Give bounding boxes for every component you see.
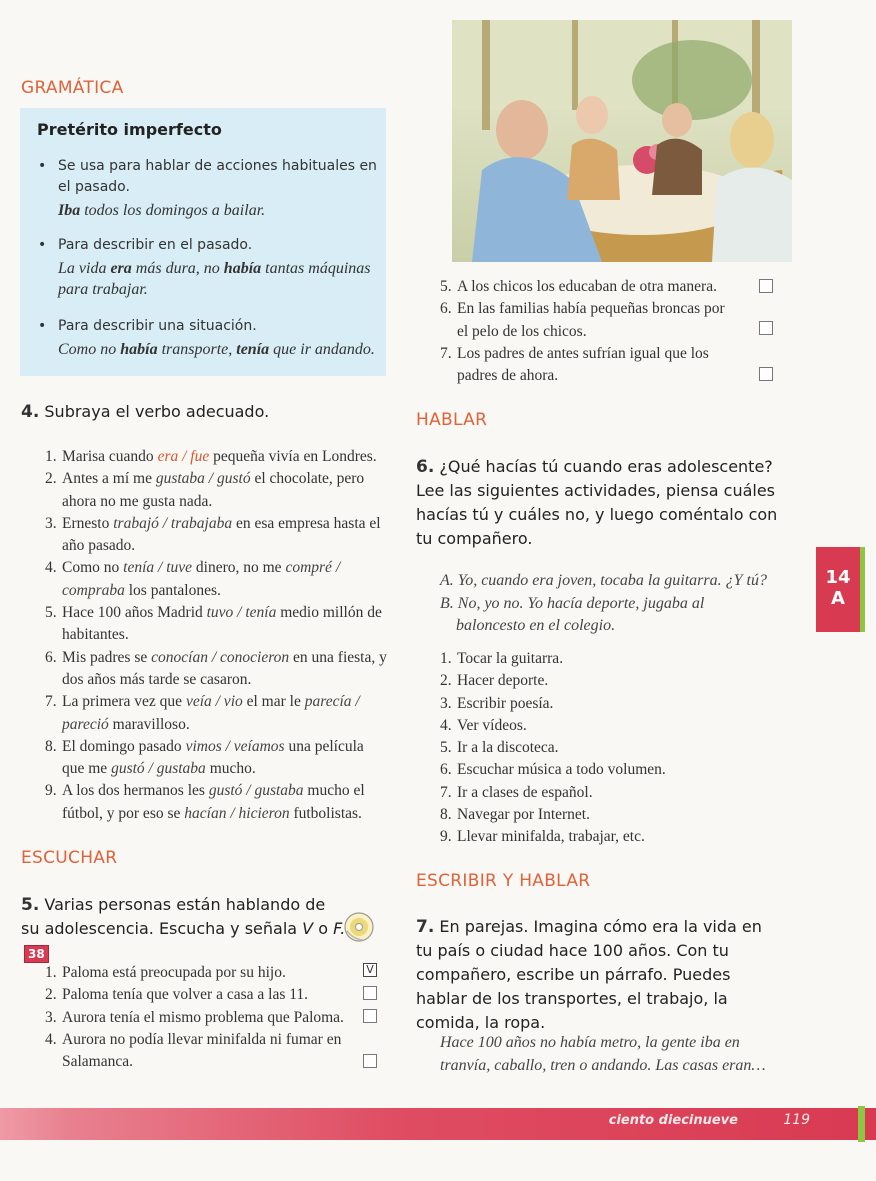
list-item: 3. Escribir poesía.	[440, 694, 554, 712]
list-item: 5. Ir a la discoteca.	[440, 739, 559, 757]
list-item: 8. Navegar por Internet.	[440, 806, 590, 824]
rule-text: Se usa para hablar de acciones habituales en el pasado.	[58, 158, 377, 195]
exercise-7-instruction: 7. En parejas. Imagina cómo era la vida en tu país o ciudad hace 100 años. Con tu compañero, escribe un párrafo. Puedes hablar de los transportes, el trabajo, la comida, la ropa.	[416, 917, 762, 1032]
rule-example: Como no había transporte, tenía que ir andando.	[58, 341, 375, 358]
list-item: 2. Paloma tenía que volver a casa a las 11.	[45, 986, 309, 1004]
audio-cd-icon[interactable]	[343, 911, 375, 943]
family-dinner-photo	[452, 20, 792, 262]
exercise-4-list	[45, 446, 390, 825]
list-item: 9. Llevar minifalda, trabajar, etc.	[440, 828, 645, 846]
list-item: 6. En las familias había pequeñas broncas por el pelo de los chicos.	[440, 300, 725, 340]
exercise-5-list-right	[440, 276, 745, 387]
footer-edge-stripe	[858, 1106, 865, 1142]
list-item: 4. Aurora no podía llevar minifalda ni fumar en Salamanca.	[45, 1030, 342, 1071]
list-item: 2. Hacer deporte.	[440, 672, 549, 690]
list-item: 8. El domingo pasado vimos / veíamos una película que me gustó / gustaba mucho.	[45, 737, 364, 778]
unit-number: 14	[825, 567, 851, 588]
exercise-5-list-left	[45, 962, 350, 1073]
list-item: 1. Marisa cuando era / fue pequeña vivía en Londres.	[45, 448, 377, 465]
grammar-rule: • Para describir una situación. Como no había transporte, tenía que ir andando.	[38, 316, 383, 360]
list-item: 4. Ver vídeos.	[440, 716, 527, 734]
list-item: 1. Tocar la guitarra.	[440, 650, 564, 667]
list-item: 1. Paloma está preocupada por su hijo.	[45, 964, 286, 981]
rule-example: La vida era más dura, no había tantas máquinas para trabajar.	[58, 260, 371, 298]
dialogue-line: B. No, yo no. Yo hacía deporte, jugaba al baloncesto en el colegio.	[440, 594, 705, 634]
gramatica-title: GRAMÁTICA	[21, 78, 124, 98]
list-item: 7. La primera vez que veía / vio el mar le parecía / pareció maravilloso.	[45, 693, 360, 733]
exercise-6-instruction: 6. ¿Qué hacías tú cuando eras adolescente? Lee las siguientes actividades, piensa cuáles hacías tú y cuáles no, y luego coméntalo con tu compañero.	[416, 457, 778, 548]
tab-edge-stripe	[860, 547, 865, 632]
grammar-box	[20, 108, 386, 376]
rule-example: Iba todos los domingos a bailar.	[58, 202, 266, 219]
list-item: 3. Aurora tenía el mismo problema que Paloma.	[45, 1008, 344, 1026]
exercise-6-list	[440, 648, 760, 849]
example-dialogue	[440, 570, 775, 638]
checkbox[interactable]	[759, 321, 773, 335]
checkbox[interactable]	[759, 367, 773, 381]
escuchar-title: ESCUCHAR	[21, 848, 118, 868]
list-item: 3. Ernesto trabajó / trabajaba en esa empresa hasta el año pasado.	[45, 514, 381, 555]
hablar-title: HABLAR	[416, 410, 488, 430]
list-item: 6. Mis padres se conocían / conocieron en una fiesta, y dos años más tarde se casaron.	[45, 648, 387, 688]
exercise-4-instruction: 4. Subraya el verbo adecuado.	[21, 402, 270, 422]
list-item: 5. A los chicos los educaban de otra manera.	[440, 278, 717, 295]
grammar-rule: • Para describir en el pasado. La vida era más dura, no había tantas máquinas para trabajar.	[38, 235, 383, 300]
checkbox[interactable]	[363, 1054, 377, 1068]
dialogue-line: A. Yo, cuando era joven, tocaba la guitarra. ¿Y tú?	[440, 572, 767, 589]
rule-text: Para describir una situación.	[58, 318, 257, 334]
list-item: 9. A los dos hermanos les gustó / gustaba mucho el fútbol, y por eso se hacían / hicieron futbolistas.	[45, 782, 365, 822]
checkbox[interactable]	[363, 986, 377, 1000]
unit-letter: A	[831, 588, 845, 609]
exercise-5-instruction: 5. Varias personas están hablando de su adolescencia. Escucha y señala V o F. 38	[21, 895, 346, 961]
exercise-7-example: Hace 100 años no había metro, la gente iba en tranvía, caballo, tren o andando. Las casas eran…	[440, 1034, 766, 1074]
list-item: 7. Los padres de antes sufrían igual que los padres de ahora.	[440, 344, 709, 385]
footer-page-words: ciento diecinueve	[608, 1113, 738, 1128]
list-item: 5. Hace 100 años Madrid tuvo / tenía medio millón de habitantes.	[45, 604, 382, 644]
footer-band	[0, 1108, 876, 1140]
escribir-title: ESCRIBIR Y HABLAR	[416, 871, 591, 891]
checkbox[interactable]	[363, 1009, 377, 1023]
grammar-box-title: Pretérito imperfecto	[37, 120, 222, 139]
checkbox[interactable]: V	[363, 963, 377, 977]
list-item: 7. Ir a clases de español.	[440, 783, 593, 801]
list-item: 4. Como no tenía / tuve dinero, no me compré / compraba los pantalones.	[45, 559, 341, 599]
list-item: 6. Escuchar música a todo volumen.	[440, 761, 666, 779]
rule-text: Para describir en el pasado.	[58, 237, 253, 253]
list-item: 2. Antes a mí me gustaba / gustó el chocolate, pero ahora no me gusta nada.	[45, 470, 365, 510]
unit-tab	[816, 547, 860, 632]
grammar-rule: • Se usa para hablar de acciones habituales en el pasado. Iba todos los domingos a bailar.	[38, 156, 383, 221]
page-number: 119	[783, 1112, 810, 1128]
checkbox[interactable]	[759, 279, 773, 293]
track-badge: 38	[24, 945, 49, 963]
